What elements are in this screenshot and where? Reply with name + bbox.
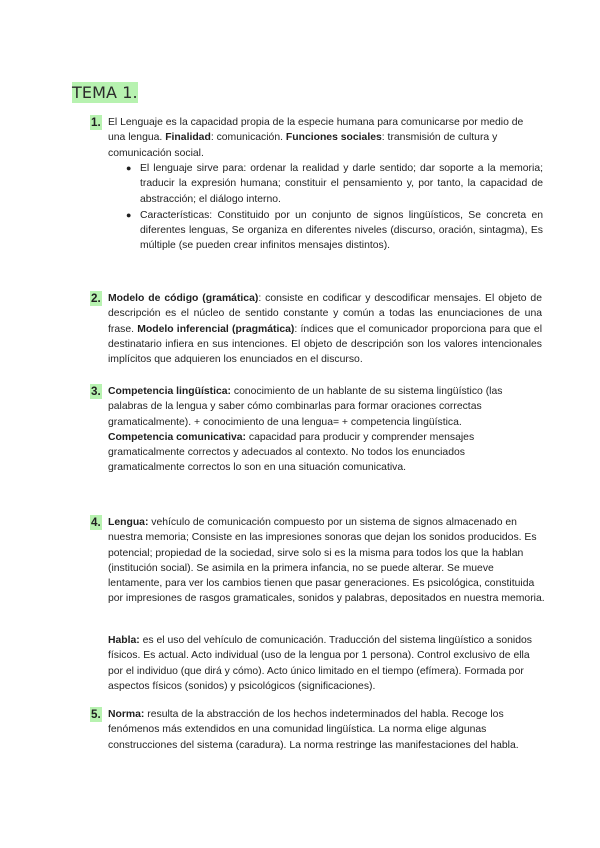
section-3-text: Competencia lingüística: conocimiento de un hablante de su sistema lingüístico (las palabras de la lengua y saber cómo combinarlas para formar oraciones correctas gramaticalmente). + conocimiento de una lengua= + competencia lingüística. Competencia comunicativa: capacidad para producir y comprender mensajes gramaticalmente correctos y adecuados al contexto. No todos los enunciados gramaticalmente correctos lo son en una situación comunicativa. (108, 386, 503, 474)
section-number: 3. (91, 385, 101, 398)
section-number: 5. (91, 708, 101, 721)
section-number: 1. (91, 116, 101, 129)
section-4-text: Lengua: vehículo de comunicación compuesto por un sistema de signos almacenado en nuestra memoria; Consiste en las impresiones sonoras que dejan los sonidos producidos. Es potencial; propiedad de la sociedad, sirve solo si es la misma para todos los que la hablan (institución social). Se asimila en la primera infancia, no se puede alterar. Se mueve lentamente, para ver los cambios tienen que pasar generaciones. Es psicológica, constituida por impresiones de rasgos gramaticales, sonidos y palabras, depositados en nuestra memoria. (108, 517, 545, 605)
section-number: 4. (91, 516, 101, 529)
section-5-text: Norma: resulta de la abstracción de los hechos indeterminados del habla. Recoge los fenómenos más extendidos en una comunidad lingüística. La norma elige algunas construcciones del sistema (caradura). La norma restringe las manifestaciones del habla. (108, 709, 519, 751)
section-1-text: El Lenguaje es la capacidad propia de la especie humana para comunicarse por medio de una lengua. Finalidad: comunicación. Funciones sociales: transmisión de cultura y comunicación social. (108, 117, 524, 159)
section-1-bullets (126, 161, 543, 255)
section-2-text: Modelo de código (gramática): consiste en codificar y descodificar mensajes. El objeto de descripción es el núcleo de sentido constante y común a todas las enunciaciones de una frase. Modelo inferencial (pragmática): índices que el comunicador proporciona para que el destinatario infiera en sus intenciones. El objeto de descripción son los valores intencionales implícitos que adquieren los enunciados en el discurso. (108, 293, 543, 366)
bullet-icon: ● (126, 163, 132, 173)
section-4-habla-text: Habla: es el uso del vehículo de comunicación. Traducción del sistema lingüístico a sonidos físicos. Es actual. Acto individual (uso de la lengua por 1 persona). Control exclusivo de ella por el individuo (que dirá y cómo). Acto único limitado en el tiempo (efímera). Formada por aspectos físicos (sonidos) y psicológicos (significaciones). (108, 635, 532, 692)
bullet-icon: ● (126, 209, 132, 220)
list-item: ● Características: Constituido por un conjunto de signos lingüísticos, Se concreta en diferentes lenguas, Se organiza en diferentes niveles (discurso, oración, sintagma), Es múltiple (se pueden crear infinitos mensajes distintos). (126, 209, 543, 252)
page-title: TEMA 1. (72, 83, 138, 102)
list-item: ● El lenguaje sirve para: ordenar la realidad y darle sentido; dar soporte a la memoria; traducir la expresión humana; constituir el pensamiento y, por tanto, la capacidad de abstracción; el diálogo interno. (126, 163, 543, 205)
section-number: 2. (91, 292, 101, 305)
